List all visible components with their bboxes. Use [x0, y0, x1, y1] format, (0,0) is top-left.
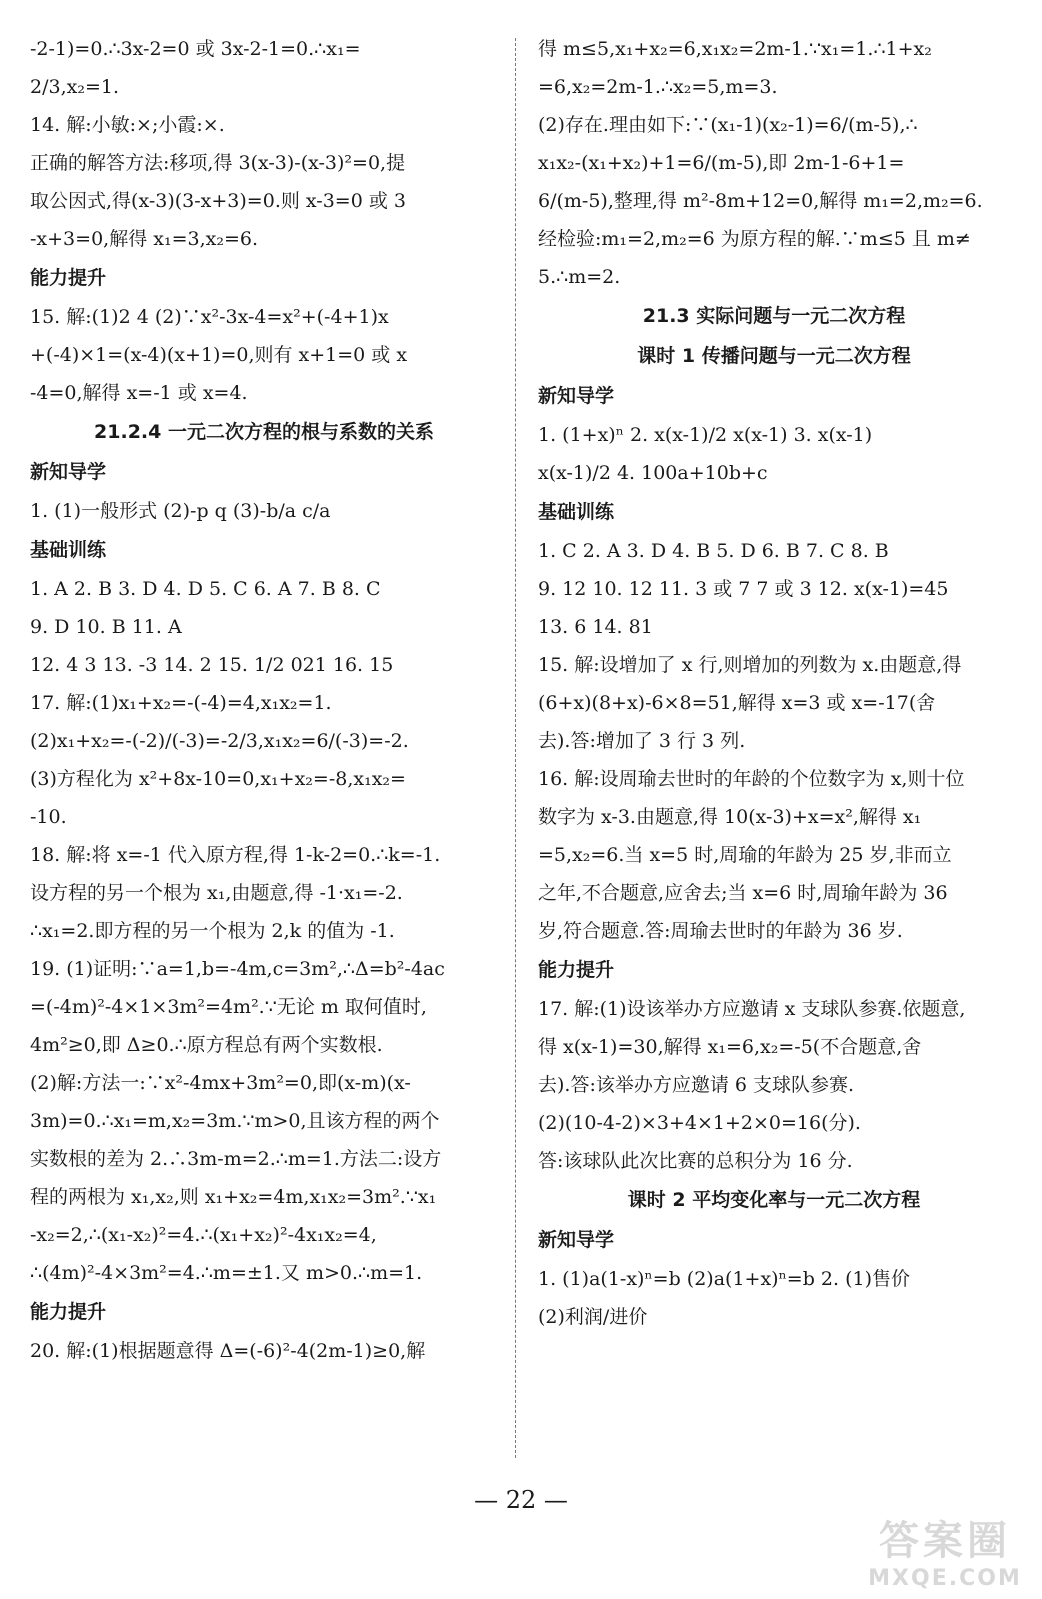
text-line: =5,x₂=6.当 x=5 时,周瑜的年龄为 25 岁,非而立 — [538, 844, 952, 866]
section-heading: 能力提升 — [30, 1301, 107, 1323]
text-line: 13. 6 14. 81 — [538, 616, 653, 638]
text-line: 1. C 2. A 3. D 4. B 5. D 6. B 7. C 8. B — [538, 540, 889, 562]
text-line: 实数根的差为 2.∴3m-m=2.∴m=1.方法二:设方 — [30, 1148, 442, 1170]
text-line: 15. 解:设增加了 x 行,则增加的列数为 x.由题意,得 — [538, 654, 962, 676]
text-line: (3)方程化为 x²+8x-10=0,x₁+x₂=-8,x₁x₂= — [30, 768, 406, 790]
text-line: 设方程的另一个根为 x₁,由题意,得 -1·x₁=-2. — [30, 882, 403, 904]
lesson-title: 课时 2 平均变化率与一元二次方程 — [627, 1189, 921, 1211]
page-number: — 22 — — [474, 1486, 568, 1514]
watermark-url: MXQE.COM — [868, 1566, 1022, 1591]
text-line: 2/3,x₂=1. — [30, 76, 119, 98]
watermark-text: 答案圈 — [879, 1518, 1011, 1564]
lesson-title: 课时 1 传播问题与一元二次方程 — [637, 345, 911, 367]
text-line: 答:该球队此次比赛的总积分为 16 分. — [538, 1150, 853, 1172]
text-line: 17. 解:(1)x₁+x₂=-(-4)=4,x₁x₂=1. — [30, 692, 332, 714]
text-line: 1. A 2. B 3. D 4. D 5. C 6. A 7. B 8. C — [30, 578, 381, 600]
text-line: 经检验:m₁=2,m₂=6 为原方程的解.∵m≤5 且 m≠ — [538, 228, 971, 250]
text-line: 16. 解:设周瑜去世时的年龄的个位数字为 x,则十位 — [538, 768, 965, 790]
text-line: -x+3=0,解得 x₁=3,x₂=6. — [30, 228, 258, 250]
text-line: ∴(4m)²-4×3m²=4.∴m=±1.又 m>0.∴m=1. — [30, 1262, 423, 1284]
text-line: 去).答:该举办方应邀请 6 支球队参赛. — [538, 1074, 855, 1096]
section-heading: 基础训练 — [538, 501, 615, 523]
text-line: 18. 解:将 x=-1 代入原方程,得 1-k-2=0.∴k=-1. — [30, 844, 441, 866]
text-line: 3m)=0.∴x₁=m,x₂=3m.∵m>0,且该方程的两个 — [30, 1110, 440, 1132]
watermark-logo — [860, 1509, 1030, 1591]
text-line: 20. 解:(1)根据题意得 Δ=(-6)²-4(2m-1)≥0,解 — [30, 1340, 426, 1362]
text-line: 1. (1)一般形式 (2)-p q (3)-b/a c/a — [30, 500, 331, 522]
text-line: (2)存在.理由如下:∵(x₁-1)(x₂-1)=6/(m-5),∴ — [538, 114, 918, 136]
text-line: =6,x₂=2m-1.∴x₂=5,m=3. — [538, 76, 778, 98]
text-line: x(x-1)/2 4. 100a+10b+c — [538, 462, 768, 484]
text-line: -10. — [30, 806, 67, 828]
text-line: 得 x(x-1)=30,解得 x₁=6,x₂=-5(不合题意,舍 — [538, 1036, 922, 1058]
text-line: (2)(10-4-2)×3+4×1+2×0=16(分). — [538, 1112, 861, 1134]
text-line: 1. (1+x)ⁿ 2. x(x-1)/2 x(x-1) 3. x(x-1) — [538, 424, 873, 446]
section-heading: 新知导学 — [538, 1229, 615, 1251]
text-line: 5.∴m=2. — [538, 266, 621, 288]
section-heading: 基础训练 — [30, 539, 107, 561]
text-line: (6+x)(8+x)-6×8=51,解得 x=3 或 x=-17(舍 — [538, 692, 936, 714]
text-line: 9. D 10. B 11. A — [30, 616, 182, 638]
section-heading: 能力提升 — [538, 959, 615, 981]
text-line: 得 m≤5,x₁+x₂=6,x₁x₂=2m-1.∵x₁=1.∴1+x₂ — [538, 38, 932, 60]
text-line: (2)解:方法一:∵x²-4mx+3m²=0,即(x-m)(x- — [30, 1072, 411, 1094]
text-line: 4m²≥0,即 Δ≥0.∴原方程总有两个实数根. — [30, 1034, 383, 1056]
left-column — [30, 30, 498, 1370]
text-line: 12. 4 3 13. -3 14. 2 15. 1/2 021 16. 15 — [30, 654, 394, 676]
text-line: 9. 12 10. 12 11. 3 或 7 7 或 3 12. x(x-1)=45 — [538, 578, 949, 600]
text-line: (2)利润/进价 — [538, 1306, 648, 1328]
text-line: 之年,不合题意,应舍去;当 x=6 时,周瑜年龄为 36 — [538, 882, 948, 904]
text-line: ∴x₁=2.即方程的另一个根为 2,k 的值为 -1. — [30, 920, 395, 942]
text-line: -x₂=2,∴(x₁-x₂)²=4.∴(x₁+x₂)²-4x₁x₂=4, — [30, 1224, 377, 1246]
text-line: (2)x₁+x₂=-(-2)/(-3)=-2/3,x₁x₂=6/(-3)=-2. — [30, 730, 409, 752]
text-line: x₁x₂-(x₁+x₂)+1=6/(m-5),即 2m-1-6+1= — [538, 152, 905, 174]
text-line: 数字为 x-3.由题意,得 10(x-3)+x=x²,解得 x₁ — [538, 806, 922, 828]
section-heading: 新知导学 — [538, 385, 615, 407]
text-line: 程的两根为 x₁,x₂,则 x₁+x₂=4m,x₁x₂=3m².∵x₁ — [30, 1186, 437, 1208]
text-line: 17. 解:(1)设该举办方应邀请 x 支球队参赛.依题意, — [538, 998, 966, 1020]
text-line: 1. (1)a(1-x)ⁿ=b (2)a(1+x)ⁿ=b 2. (1)售价 — [538, 1268, 911, 1290]
text-line: 14. 解:小敏:×;小霞:×. — [30, 114, 225, 136]
text-line: 正确的解答方法:移项,得 3(x-3)-(x-3)²=0,提 — [30, 152, 406, 174]
text-line: 15. 解:(1)2 4 (2)∵x²-3x-4=x²+(-4+1)x — [30, 306, 389, 328]
text-line: -2-1)=0.∴3x-2=0 或 3x-2-1=0.∴x₁= — [30, 38, 361, 60]
section-heading: 能力提升 — [30, 267, 107, 289]
text-line: 6/(m-5),整理,得 m²-8m+12=0,解得 m₁=2,m₂=6. — [538, 190, 983, 212]
column-divider — [515, 38, 516, 1458]
text-line: 去).答:增加了 3 行 3 列. — [538, 730, 746, 752]
section-heading: 新知导学 — [30, 461, 107, 483]
right-column — [538, 30, 1010, 1336]
text-line: 岁,符合题意.答:周瑜去世时的年龄为 36 岁. — [538, 920, 903, 942]
text-line: +(-4)×1=(x-4)(x+1)=0,则有 x+1=0 或 x — [30, 344, 408, 366]
section-title: 21.3 实际问题与一元二次方程 — [642, 305, 906, 327]
text-line: 19. (1)证明:∵a=1,b=-4m,c=3m²,∴Δ=b²-4ac — [30, 958, 445, 980]
text-line: =(-4m)²-4×1×3m²=4m².∵无论 m 取何值时, — [30, 996, 427, 1018]
text-line: -4=0,解得 x=-1 或 x=4. — [30, 382, 248, 404]
text-line: 取公因式,得(x-3)(3-x+3)=0.则 x-3=0 或 3 — [30, 190, 406, 212]
lesson-title: 21.2.4 一元二次方程的根与系数的关系 — [94, 421, 434, 443]
